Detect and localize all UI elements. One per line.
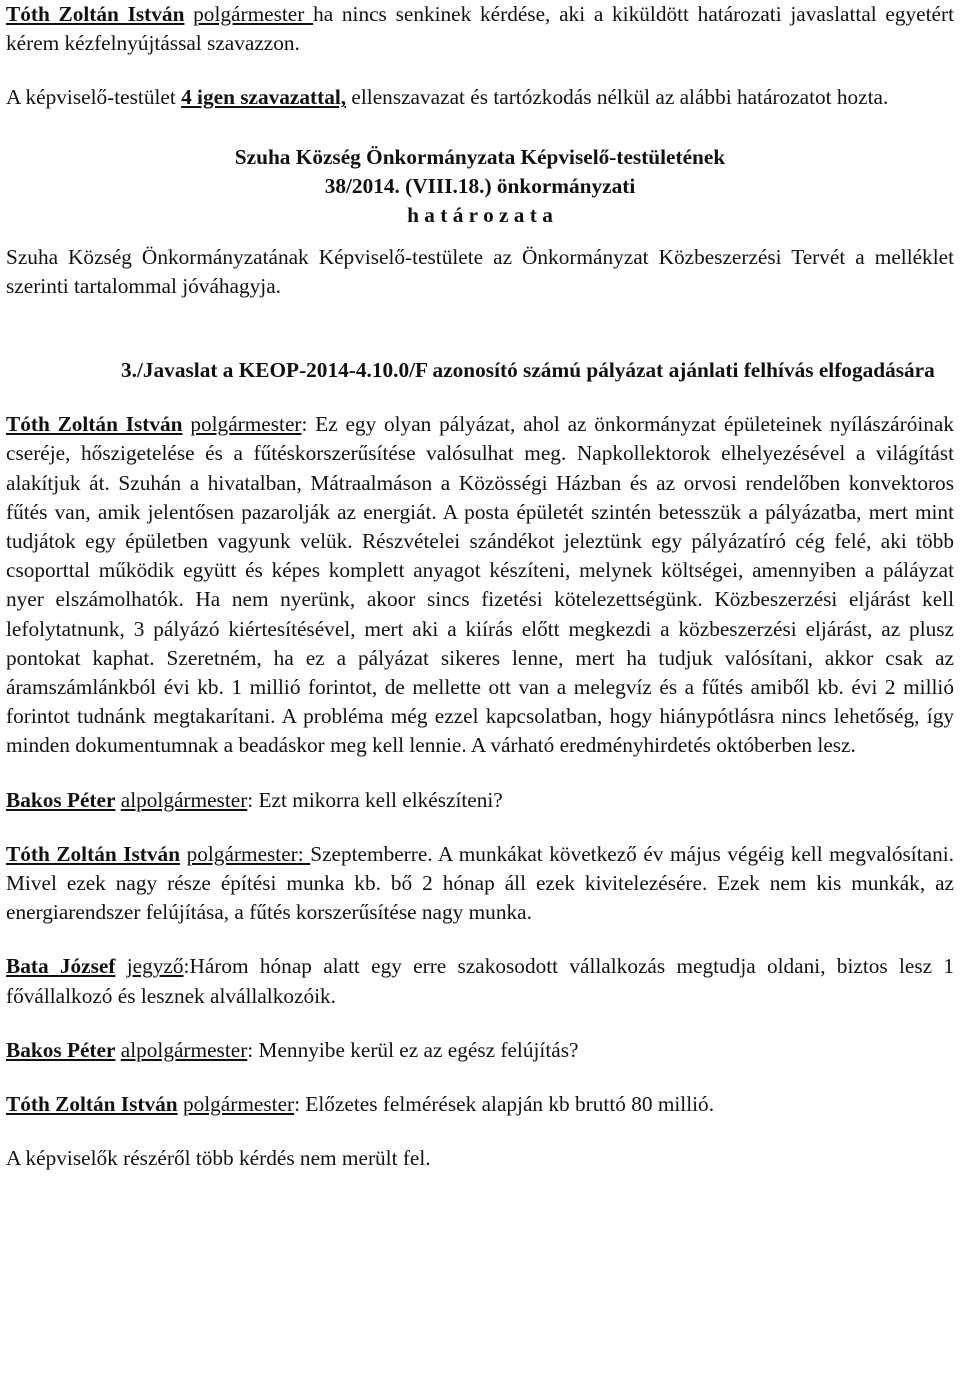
- speaker-name: Tóth Zoltán István: [6, 412, 183, 437]
- separator: :: [301, 412, 316, 437]
- speaker-role: jegyző: [126, 954, 184, 979]
- speaker-name: Bakos Péter: [6, 787, 116, 812]
- speaker-name: Bakos Péter: [6, 1037, 116, 1062]
- statement-text: Mennyibe kerül ez az egész felújítás?: [258, 1037, 579, 1062]
- statement: [6, 840, 954, 928]
- statement: [6, 1090, 954, 1119]
- separator: :: [247, 1037, 259, 1062]
- statement-text: Ez egy olyan pályázat, ahol az önkormányzat épületeinek nyílászáróinak cseréje, hőszigetelése és a fűtéskorszerűsítése valósulhat meg. Napkollektorok elhelyezésével a világítást alakítjuk át. Szuhán a hivatalban, Mátraalmáson a Közösségi Házban és az orvosi rendelőben konvektoros fűtés van, amik jelentősen pazarolják az energiát. A posta épületét szintén betesszük a pályázatba, mert mint tudjátok egy épületben vagyunk velük. Részvételei szándékot jeleztünk egy pályázatíró cég felé, aki több csoporttal működik együtt és képes komplett anyagot készíteni, melynek költségei, amennyiben a páláyzat nyer elszámolhatók. Ha nem nyerünk, akoor sincs fizetési kötelezettségünk. Közbeszerzési eljárást kell lefolytatnunk, 3 pályázó kiértesítésével, mert aki a kiírás előtt megkezdi a közbeszerzési eljárást, az plusz pontokat kaphat. Szeretném, ha ez a pályázat sikeres lenne, mert ha tudjuk valósítani, akkor csak az áramszámlánkból évi kb. 1 millió forintot, de mellette ott van a melegvíz és a fűtés amiből kb. évi 2 millió forintot tudnánk megtakarítani. A probléma még ezzel kapcsolatban, hogy hiánypótlásra nincs lehetőség, így minden dokumentumnak a beadáskor meg kell lennie. A várható eredményhirdetés októberben lesz.: [6, 412, 955, 758]
- speaker-name: Bata József: [6, 954, 116, 979]
- speaker-role: alpolgármester: [120, 787, 248, 812]
- vote-pre: A képviselő-testület: [6, 85, 182, 110]
- resolution-heading: [6, 143, 954, 231]
- speaker-role: polgármester: [182, 1092, 295, 1117]
- statement: [6, 1036, 954, 1065]
- speaker-name: Tóth Zoltán István: [6, 841, 181, 866]
- resolution-text: Szuha Község Önkormányzatának Képviselő-testülete az Önkormányzat Közbeszerzési Tervét a melléklet szerinti tartalommal jóváhagyja.: [6, 245, 954, 299]
- speaker-name: Tóth Zoltán István: [6, 1092, 178, 1117]
- speaker-name: Tóth Zoltán István: [6, 2, 185, 26]
- resolution-label: h a t á r o z a t a: [407, 203, 553, 228]
- separator: :: [294, 1092, 306, 1117]
- separator: :: [247, 787, 259, 812]
- speaker-role: polgármester: [190, 412, 302, 437]
- speaker-role: alpolgármester: [120, 1037, 248, 1062]
- resolution-number: 38/2014. (VIII.18.) önkormányzati: [324, 173, 636, 198]
- separator: :: [183, 954, 190, 979]
- statement: [6, 786, 954, 815]
- statement-text: Három hónap alatt egy erre szakosodott vállalkozás megtudja oldani, biztos lesz 1 fővállalkozó és lesznek alvállalkozóik.: [6, 954, 954, 1008]
- statement: [6, 952, 954, 1010]
- speaker-role: polgármester:: [186, 841, 311, 866]
- vote-paragraph: [6, 83, 954, 112]
- statement-text: Előzetes felmérések alapján kb bruttó 80 millió.: [305, 1092, 715, 1117]
- statement-text: Ezt mikorra kell elkészíteni?: [258, 787, 503, 812]
- resolution-body-name: Szuha Község Önkormányzata Képviselő-testületének: [234, 144, 726, 169]
- closing-paragraph: A képviselők részéről több kérdés nem merült fel.: [6, 1146, 431, 1171]
- vote-count: 4 igen szavazattal,: [181, 85, 347, 110]
- vote-post: ellenszavazat és tartózkodás nélkül az alábbi határozatot hozta.: [346, 85, 889, 110]
- speaker-role: polgármester: [193, 2, 314, 26]
- statement-text: ha nincs senkinek kérdése, aki a kiküldött határozati javaslattal egyetért kérem kézfelnyújtással szavazzon.: [6, 2, 954, 56]
- agenda-item-title: 3./Javaslat a KEOP-2014-4.10.0/F azonosító számú pályázat ajánlati felhívás elfogadására: [121, 357, 935, 382]
- statement-text: Szeptemberre. A munkákat következő év május végéig kell megvalósítani. Mivel ezek nagy része építési munka kb. bő 2 hónap áll ezek kivitelezésére. Ezek nem kis munkák, az energiarendszer felújítása, a fűtés korszerűsítése nagy munka.: [6, 841, 954, 925]
- intro-paragraph: [6, 0, 954, 58]
- statement: [6, 410, 954, 760]
